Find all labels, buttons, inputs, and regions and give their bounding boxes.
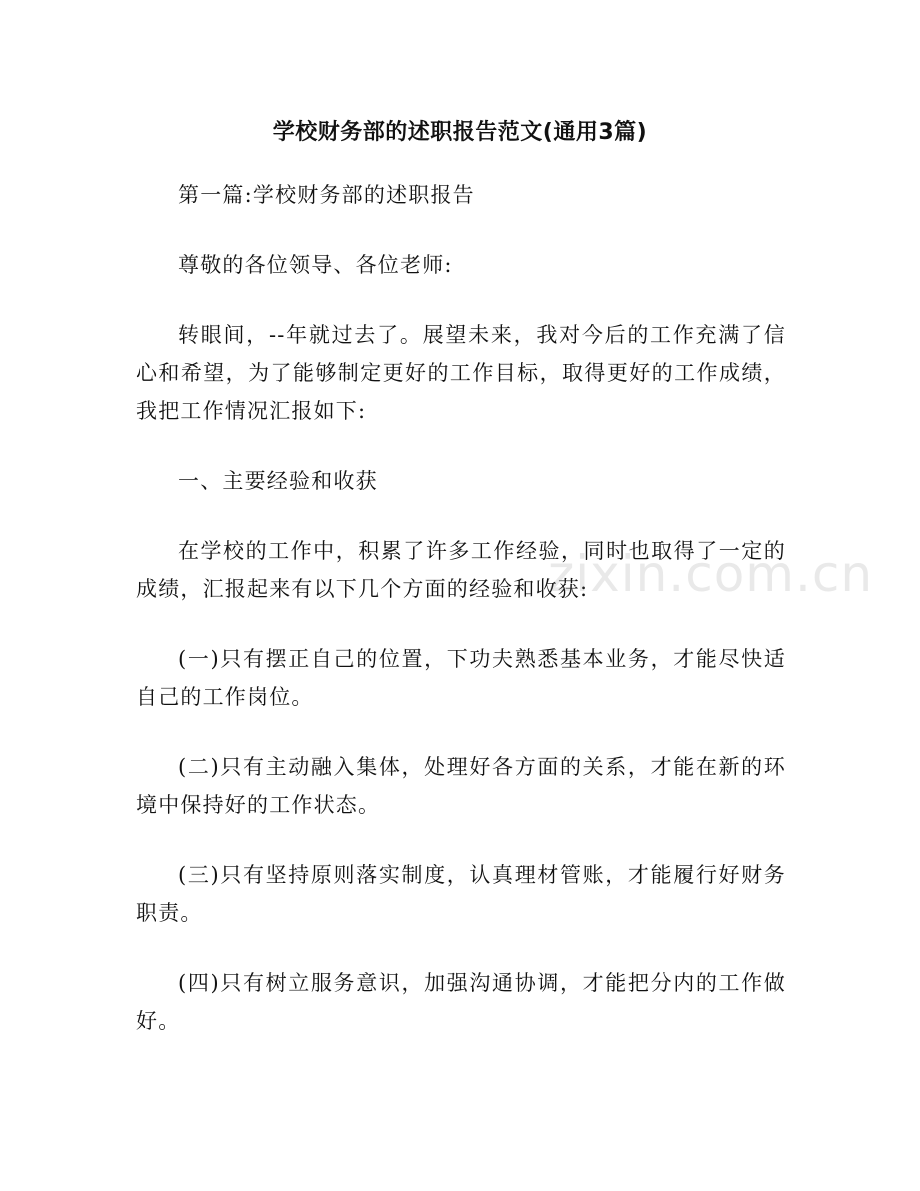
section-heading-part-one: 第一篇:学校财务部的述职报告 [178, 183, 475, 207]
document-body [136, 176, 786, 1072]
point-four-paragraph: (四)只有树立服务意识，加强沟通协调，才能把分内的工作做好。 [136, 971, 786, 1033]
intro-paragraph: 转眼间，--年就过去了。展望未来，我对今后的工作充满了信心和希望，为了能够制定更好的工作目标，取得更好的工作成绩，我把工作情况汇报如下: [136, 323, 786, 423]
salutation: 尊敬的各位领导、各位老师: [178, 253, 453, 277]
point-three-paragraph: (三)只有坚持原则落实制度，认真理材管账，才能履行好财务职责。 [136, 863, 786, 925]
point-one-paragraph: (一)只有摆正自己的位置，下功夫熟悉基本业务，才能尽快适自己的工作岗位。 [136, 647, 786, 709]
document-title: 学校财务部的述职报告范文(通用3篇) [272, 120, 648, 145]
section-heading-experience: 一、主要经验和收获 [178, 469, 378, 493]
site-watermark: zixin.com.cn [548, 545, 874, 603]
experience-summary-paragraph: 在学校的工作中，积累了许多工作经验，同时也取得了一定的成绩，汇报起来有以下几个方面的经验和收获: [136, 539, 786, 601]
point-two-paragraph: (二)只有主动融入集体，处理好各方面的关系，才能在新的环境中保持好的工作状态。 [136, 755, 786, 817]
